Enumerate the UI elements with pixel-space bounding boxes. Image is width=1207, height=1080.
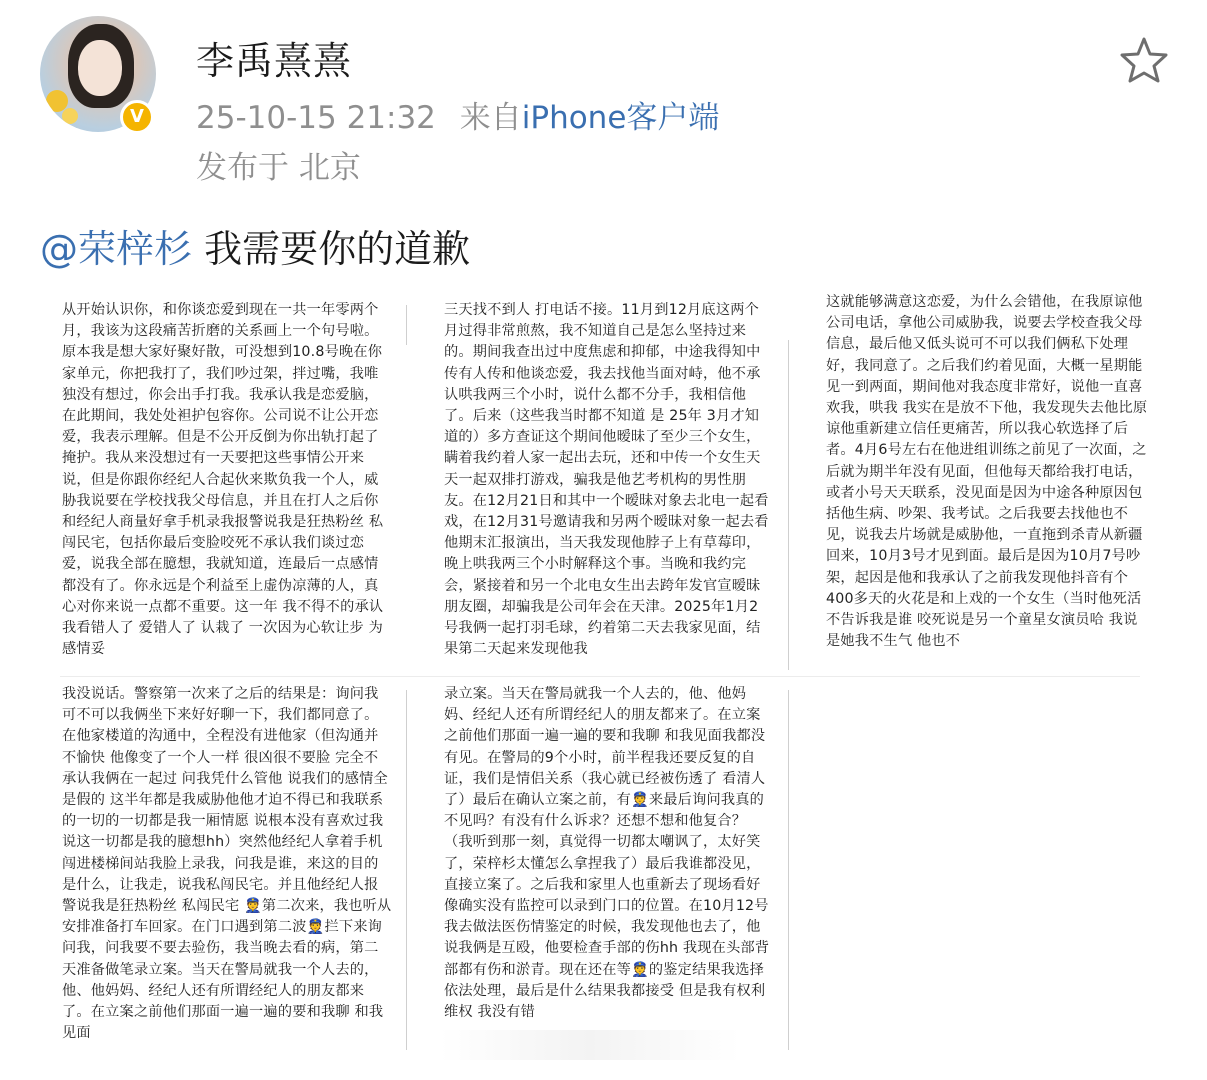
post-header [0, 0, 1207, 200]
note-column-2-bottom: 录立案。当天在警局就我一个人去的，他、他妈妈、经纪人还有所谓经纪人的朋友都来了。在立案之前他们那面一遍一遍的要和我聊 和我见面我都没有见。在警局的9个小时，前半程我还要反复的自证，我们是情侣关系（我心就已经被伤透了 看清人了）最后在确认立案之前，有👮来最后询问我真的不见吗？有没有什么诉求？还想不想和他复合？（我听到那一刻，真觉得一切都太嘲讽了，太好笑了，荣梓杉太懂怎么拿捏我了）最后我谁都没见，直接立案了。之后我和家里人也重新去了现场看好像确实没有监控可以录到门口的位置。在10月12号我去做法医伤情鉴定的时候，我发现他也去了，他说我俩是互殴，他要检查手部的伤hh 我现在头部背部都有伤和淤青。现在还在等👮的鉴定结果我选择依法处理，最后是什么结果我都接受 但是我有权利维权 我没有错 [444, 686, 770, 1021]
post-body: 我需要你的道歉 [192, 227, 471, 271]
source-prefix: 来自 [459, 100, 522, 136]
post-location: 发布于 北京 [196, 150, 361, 186]
column-divider [406, 305, 407, 345]
post-text [40, 218, 470, 273]
mention-link[interactable]: @荣梓杉 [40, 227, 193, 271]
row-divider [60, 676, 1140, 677]
watermark [440, 1030, 740, 1060]
post-meta [196, 92, 719, 137]
post-timestamp: 25-10-15 21:32 [196, 100, 436, 136]
note-column-2-top: 三天找不到人 打电话不接。11月到12月底这两个月过得非常煎熬，我不知道自己是怎么坚持过来的。期间我查出过中度焦虑和抑郁，中途我得知中传有人传和他谈恋爱，我去找他当面对峙，他不承认哄我两三个小时，说什么都不分手，我相信他了。后来（这些我当时都不知道 是 25年 3月才知道的）多方查证这个期间他暧昧了至少三个女生，瞒着我约着人家一起出去玩，还和中传一个女生天天一起双排打游戏，骗我是他艺考机构的男性朋友。在12月21日和其中一个暧昧对象去北电一起看戏，在12月31号邀请我和另两个暧昧对象一起去看他期末汇报演出，当天我发现他脖子上有草莓印，晚上哄我两三个小时解释这个事。当晚和我约完会，紧接着和另一个北电女生出去跨年发官宣暧昧朋友圈，却骗我是公司年会在天津。2025年1月2号我俩一起打羽毛球，约着第二天去我家见面，结果第二天起来发现他我 [444, 302, 769, 658]
avatar-flower [42, 110, 54, 122]
source-link[interactable]: iPhone客户端 [521, 100, 720, 136]
column-divider [788, 340, 789, 670]
avatar-face [78, 40, 122, 96]
verified-badge-icon: V [120, 100, 154, 134]
column-divider [788, 690, 789, 1050]
note-column-1-bottom: 我没说话。警察第一次来了之后的结果是：询问我可不可以我俩坐下来好好聊一下，我们都同意了。在他家楼道的沟通中，全程没有进他家（但沟通并不愉快 他像变了一个人一样 很凶很不要脸 完全不承认我俩在一起过 问我凭什么管他 说我们的感情全是假的 这半年都是我威胁他他才迫不得已和我联系的一切的一切都是我一厢情愿 说根本没有喜欢过我 说这一切都是我的臆想hh）突然他经纪人拿着手机闯进楼梯间站我脸上录我，问我是谁，来这的目的是什么，让我走，说我私闯民宅。并且他经纪人报警说我是狂热粉丝 私闯民宅 👮第二次来，我也听从安排准备打车回家。在门口遇到第二波👮拦下来询问我，问我要不要去验伤，我当晚去看的病，第二天准备做笔录立案。当天在警局就我一个人去的，他、他妈妈、经纪人还有所谓经纪人的朋友都来了。在立案之前他们那面一遍一遍的要和我聊 和我见面 [62, 686, 392, 1042]
column-divider [406, 690, 407, 1050]
author-name[interactable]: 李禹熹熹 [196, 39, 353, 83]
avatar-flower [62, 108, 78, 124]
star-outline-icon[interactable] [1118, 36, 1170, 84]
note-column-1-top: 从开始认识你，和你谈恋爱到现在一共一年零两个月，我该为这段痛苦折磨的关系画上一个句号啦。原本我是想大家好聚好散，可没想到10.8号晚在你家单元，你把我打了，我们吵过架，拌过嘴，我唯独没有想过，你会出手打我。我承认我是恋爱脑，在此期间，我处处袒护包容你。公司说不让公开恋爱，我表示理解。但是不公开反倒为你出轨打起了掩护。我从来没想过有一天要把这些事情公开来说，但是你跟你经纪人合起伙来欺负我一个人，威胁我说要在学校找我父母信息，并且在打人之后你和经纪人商量好拿手机录我报警说我是狂热粉丝 私闯民宅，包括你最后变脸咬死不承认我们谈过恋爱，说我全部在臆想，我就知道，连最后一点感情都没有了。你永远是个利益至上虚伪凉薄的人，真心对你来说一点都不重要。这一年 我不得不的承认我看错人了 爱错人了 认栽了 一次因为心软让步 为感情妥 [62, 302, 384, 658]
note-column-3-top: 这就能够满意这恋爱，为什么会错他，在我原谅他公司电话，拿他公司威胁我，说要去学校查我父母信息，最后他又低头说可不可以我们俩私下处理好，我同意了。之后我们约着见面，大概一星期能见一到两面，期间他对我态度非常好，说他一直喜欢我，哄我 我实在是放不下他，我发现失去他比原谅他重新建立信任更痛苦，所以我心软选择了后者。4月6号左右在他进组训练之前见了一次面，之后就为期半年没有见面，但他每天都给我打电话，或者小号天天联系，没见面是因为中途各种原因包括他生病、吵架、我考试。之后我要去找他也不见，说我去片场就是威胁他，一直拖到杀青从新疆回来，10月3号才见到面。最后是因为10月7号吵架，起因是他和我承认了之前我发现他抖音有个400多天的火花是和上戏的一个女生（当时他死活不告诉我是谁 咬死说是另一个童星女演员哈 我说是她我不生气 他也不 [826, 294, 1148, 650]
